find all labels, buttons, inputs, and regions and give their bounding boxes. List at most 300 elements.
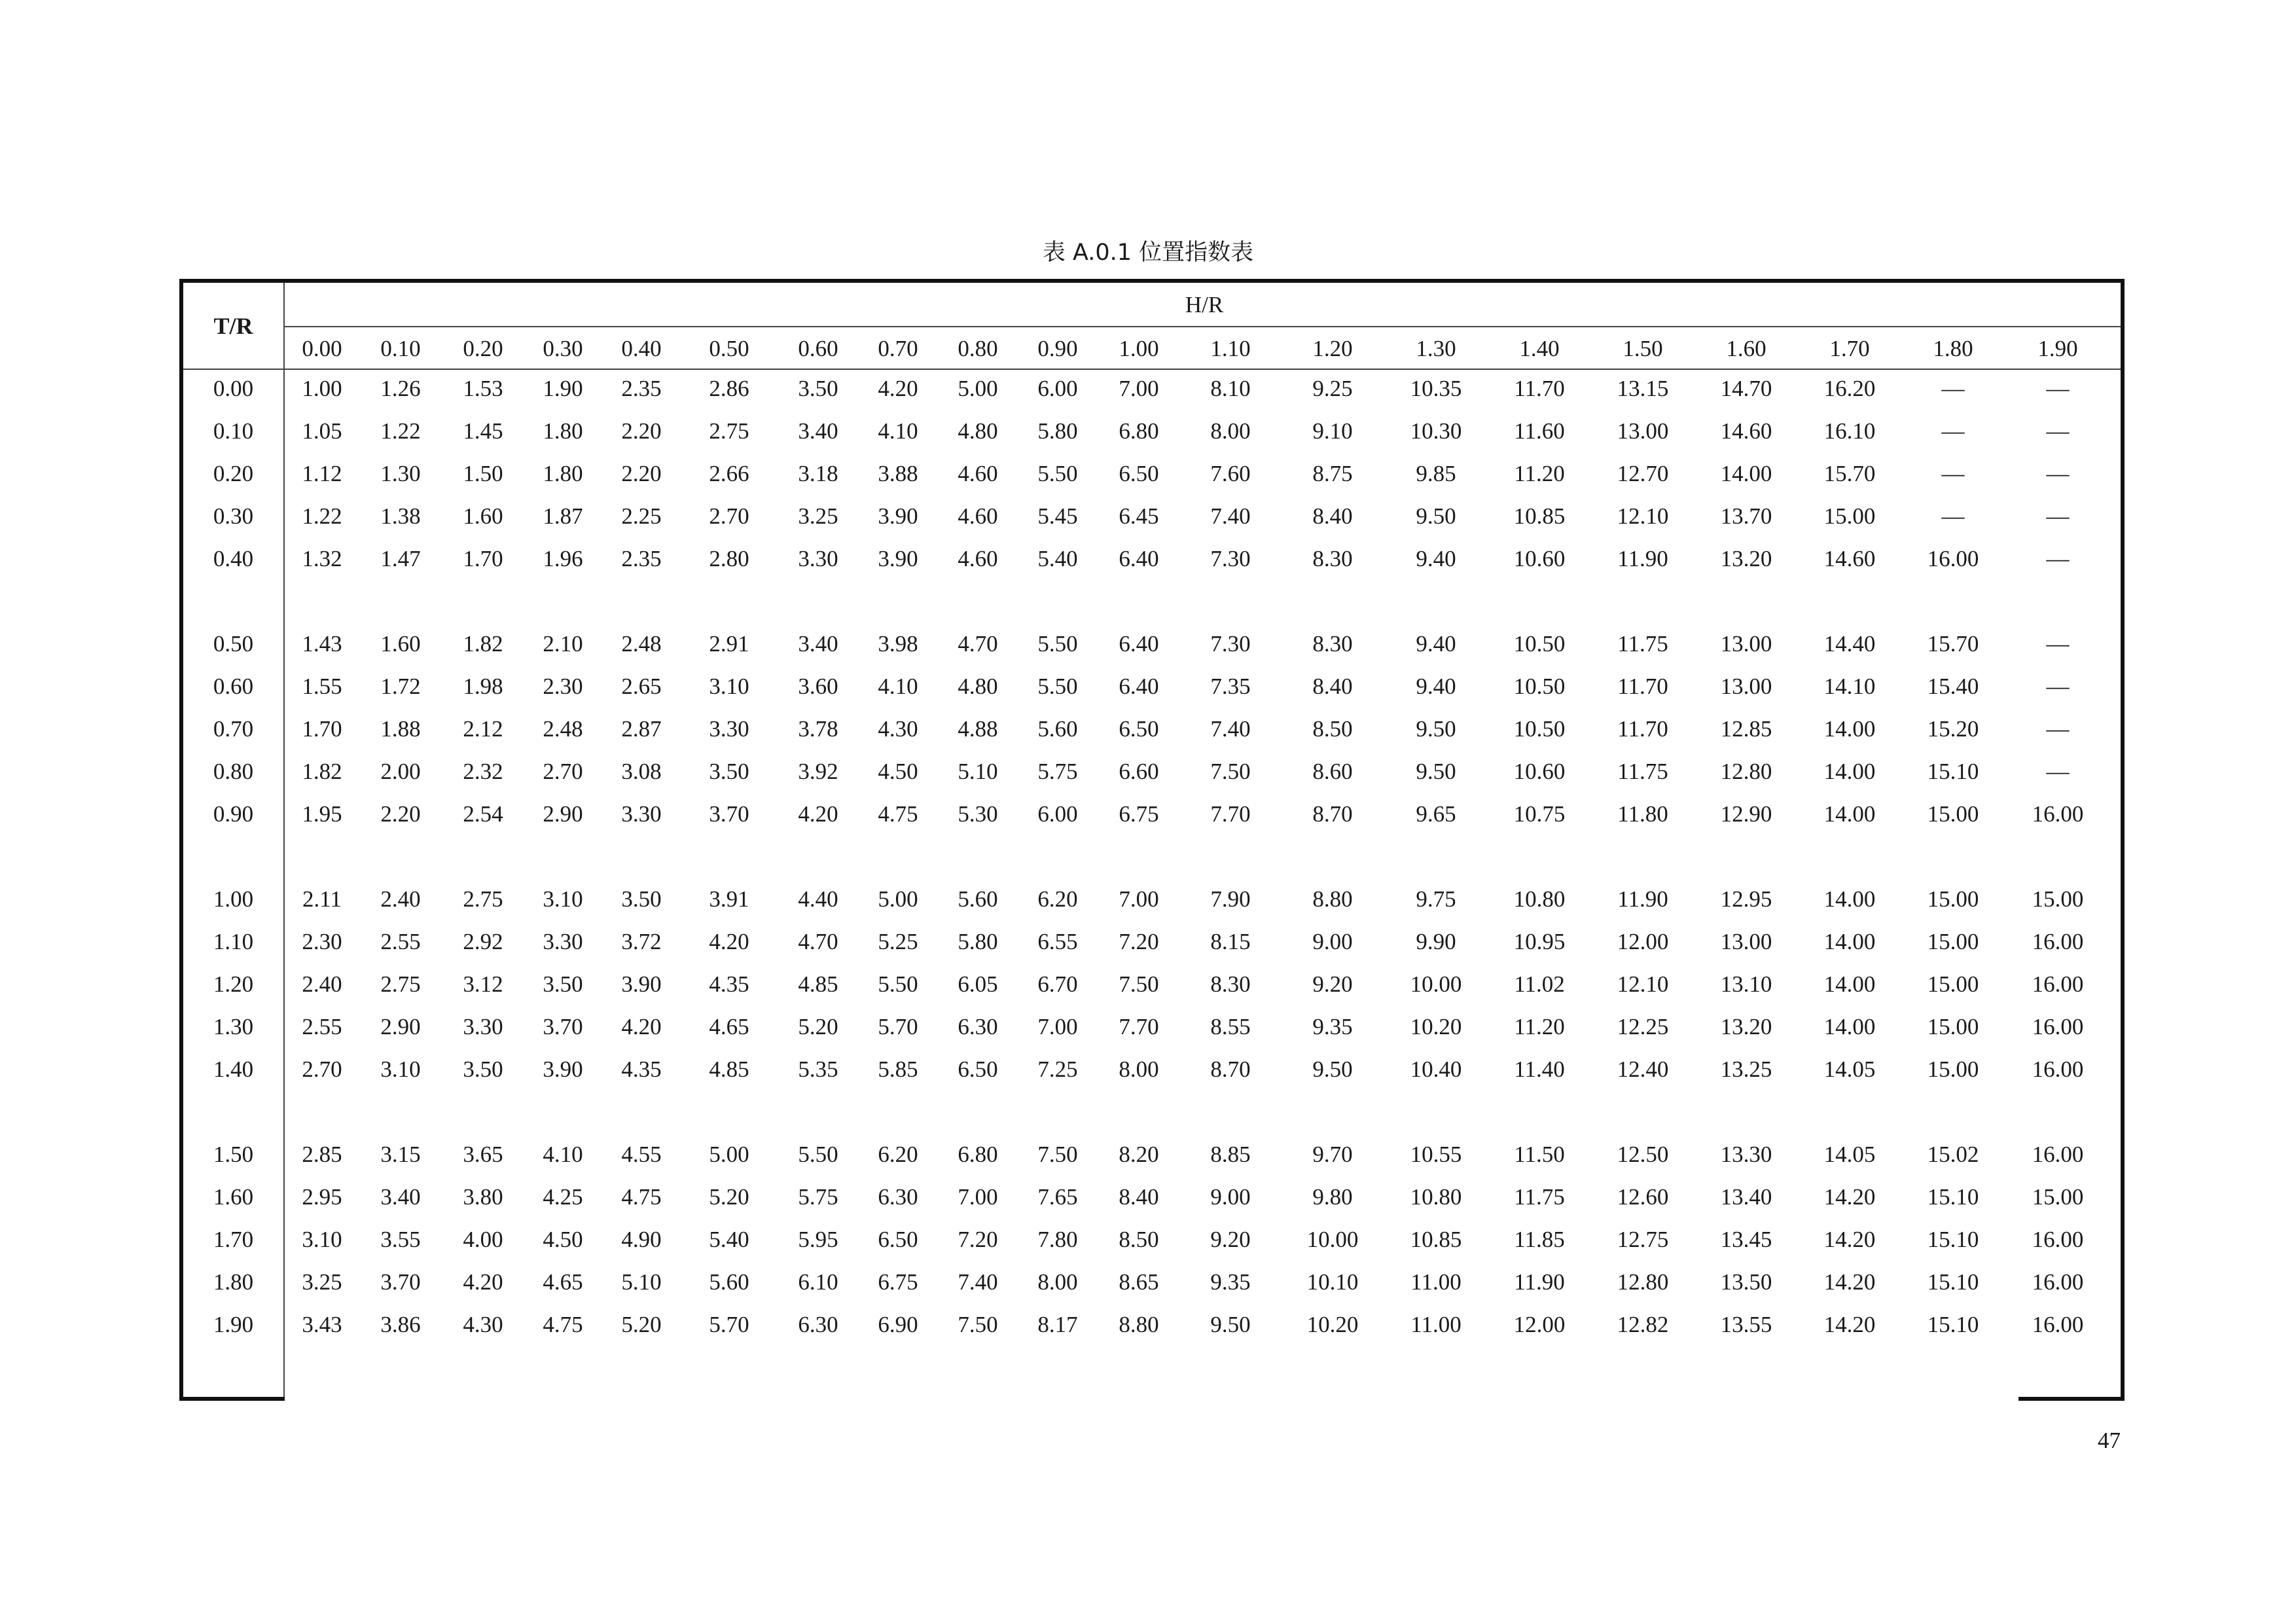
table-cell: 4.40 (798, 886, 838, 912)
column-header-hr: 1.50 (1623, 336, 1663, 361)
row-header-tr: 1.40 (213, 1056, 254, 1082)
table-cell: 8.20 (1119, 1142, 1159, 1167)
table-cell: 6.30 (798, 1312, 838, 1337)
table-cell: 12.75 (1617, 1227, 1669, 1252)
table-cell: 10.30 (1410, 418, 1462, 444)
table-cell: 9.00 (1210, 1184, 1251, 1210)
table-cell: 4.88 (958, 716, 998, 742)
table-cell: 7.30 (1210, 631, 1251, 657)
table-cell: 16.00 (2032, 1014, 2084, 1039)
table-cell: 1.87 (543, 503, 583, 529)
table-cell: 4.60 (958, 503, 998, 529)
table-cell: 9.20 (1210, 1227, 1251, 1252)
table-cell: 6.90 (878, 1312, 918, 1337)
table-cell: — (2046, 418, 2070, 444)
table-cell: 14.20 (1823, 1227, 1876, 1252)
table-cell: 4.00 (463, 1227, 503, 1252)
table-cell: 11.90 (1514, 1269, 1565, 1295)
table-cell: 5.40 (709, 1227, 749, 1252)
table-cell: 13.00 (1720, 674, 1772, 699)
table-cell: 7.00 (958, 1184, 998, 1210)
table-cell: 5.60 (1037, 716, 1078, 742)
row-header-tr: 1.20 (213, 971, 254, 997)
table-cell: 2.40 (380, 886, 421, 912)
table-cell: 15.00 (2032, 886, 2084, 912)
table-cell: 9.65 (1416, 801, 1456, 827)
table-cell: — (1941, 503, 1965, 529)
table-cell: 5.00 (709, 1142, 749, 1167)
table-cell: 3.88 (878, 461, 918, 486)
table-cell: 5.95 (798, 1227, 838, 1252)
table-cell: 15.20 (1927, 716, 1979, 742)
table-cell: 2.12 (463, 716, 503, 742)
row-header-tr: 1.60 (213, 1184, 254, 1210)
table-cell: 7.20 (958, 1227, 998, 1252)
table-cell: 2.70 (543, 759, 583, 784)
table-cell: 5.20 (621, 1312, 662, 1337)
table-cell: 3.86 (380, 1312, 421, 1337)
column-header-rule (183, 369, 2121, 370)
table-cell: 16.00 (2032, 929, 2084, 954)
table-cell: 12.95 (1720, 886, 1772, 912)
table-cell: 7.70 (1119, 1014, 1159, 1039)
row-header-tr: 1.50 (213, 1142, 254, 1167)
table-cell: 1.30 (380, 461, 421, 486)
table-cell: 7.65 (1037, 1184, 1078, 1210)
table-cell: 6.80 (958, 1142, 998, 1167)
table-cell: 9.00 (1312, 929, 1353, 954)
table-cell: 1.98 (463, 674, 503, 699)
table-cell: 3.30 (463, 1014, 503, 1039)
table-cell: 11.75 (1617, 759, 1668, 784)
table-cell: 15.00 (1927, 1014, 1979, 1039)
table-cell: 6.60 (1119, 759, 1159, 784)
table-cell: 4.20 (798, 801, 838, 827)
row-header-tr: 0.20 (213, 461, 254, 486)
table-caption: 表 A.0.1 位置指数表 (1042, 240, 1254, 266)
table-cell: 6.45 (1119, 503, 1159, 529)
table-cell: 2.87 (621, 716, 662, 742)
table-cell: 4.75 (621, 1184, 662, 1210)
table-cell: 10.95 (1513, 929, 1566, 954)
table-cell: 11.75 (1514, 1184, 1565, 1210)
table-cell: 4.90 (621, 1227, 662, 1252)
table-cell: 6.75 (1119, 801, 1159, 827)
table-cell: 7.90 (1210, 886, 1251, 912)
table-cell: 5.35 (798, 1056, 838, 1082)
table-cell: 6.05 (958, 971, 998, 997)
table-cell: 13.20 (1720, 546, 1772, 571)
table-cell: 9.35 (1210, 1269, 1251, 1295)
table-cell: 2.65 (621, 674, 662, 699)
table-cell: 2.80 (709, 546, 749, 571)
table-cell: 7.50 (1210, 759, 1251, 784)
table-cell: 3.90 (878, 503, 918, 529)
table-cell: 4.60 (958, 461, 998, 486)
table-cell: 5.85 (878, 1056, 918, 1082)
table-cell: 5.50 (1037, 461, 1078, 486)
table-cell: 12.80 (1617, 1269, 1669, 1295)
table-cell: 4.80 (958, 674, 998, 699)
table-cell: 16.00 (2032, 1142, 2084, 1167)
table-cell: 4.35 (709, 971, 749, 997)
table-cell: 9.90 (1416, 929, 1456, 954)
table-cell: 11.90 (1617, 546, 1668, 571)
table-cell: 12.90 (1720, 801, 1772, 827)
table-cell: 9.80 (1312, 1184, 1353, 1210)
table-cell: 1.80 (543, 418, 583, 444)
table-cell: 14.20 (1823, 1184, 1876, 1210)
column-header-hr: 0.80 (958, 336, 998, 361)
table-cell: 9.50 (1416, 716, 1456, 742)
table-cell: 1.82 (463, 631, 503, 657)
row-header-divider (283, 283, 285, 1397)
table-cell: 12.70 (1617, 461, 1669, 486)
table-cell: 8.00 (1119, 1056, 1159, 1082)
table-cell: 8.15 (1210, 929, 1251, 954)
table-cell: 15.00 (1927, 801, 1979, 827)
table-cell: 3.50 (798, 376, 838, 401)
table-cell: 16.00 (2032, 1269, 2084, 1295)
table-cell: 14.05 (1823, 1056, 1876, 1082)
column-header-hr: 1.40 (1519, 336, 1560, 361)
table-cell: 4.50 (878, 759, 918, 784)
table-cell: 10.75 (1513, 801, 1566, 827)
column-header-hr: 1.80 (1933, 336, 1973, 361)
table-cell: 4.20 (878, 376, 918, 401)
table-cell: 12.82 (1617, 1312, 1669, 1337)
table-cell: 16.00 (2032, 1312, 2084, 1337)
table-cell: 7.00 (1119, 376, 1159, 401)
table-cell: 15.00 (1927, 929, 1979, 954)
table-cell: 5.10 (621, 1269, 662, 1295)
table-cell: 2.30 (302, 929, 342, 954)
table-cell: 10.35 (1410, 376, 1462, 401)
table-cell: — (1941, 418, 1965, 444)
table-cell: 2.55 (380, 929, 421, 954)
table-cell: 2.90 (380, 1014, 421, 1039)
table-cell: 14.40 (1823, 631, 1876, 657)
table-cell: 10.55 (1410, 1142, 1462, 1167)
table-cell: 7.20 (1119, 929, 1159, 954)
table-cell: 4.75 (543, 1312, 583, 1337)
table-cell: 11.90 (1617, 886, 1668, 912)
table-cell: 10.50 (1513, 674, 1566, 699)
table-cell: 15.00 (1823, 503, 1876, 529)
table-cell: 4.10 (543, 1142, 583, 1167)
table-cell: 8.60 (1312, 759, 1353, 784)
table-cell: 9.50 (1416, 503, 1456, 529)
column-header-hr: 0.60 (798, 336, 838, 361)
table-cell: 13.25 (1720, 1056, 1772, 1082)
table-cell: 2.20 (380, 801, 421, 827)
row-header-tr: 0.10 (213, 418, 254, 444)
column-header-hr: 0.70 (878, 336, 918, 361)
table-cell: 8.40 (1312, 674, 1353, 699)
table-bottom-border-right (2018, 1397, 2125, 1401)
table-cell: 5.70 (878, 1014, 918, 1039)
table-cell: 3.98 (878, 631, 918, 657)
table-cell: 3.78 (798, 716, 838, 742)
table-cell: 14.05 (1823, 1142, 1876, 1167)
table-cell: — (2046, 461, 2070, 486)
table-cell: 4.55 (621, 1142, 662, 1167)
column-header-hr: 1.60 (1726, 336, 1767, 361)
table-cell: 10.20 (1306, 1312, 1359, 1337)
table-cell: 2.30 (543, 674, 583, 699)
table-cell: 3.30 (709, 716, 749, 742)
table-cell: 12.25 (1617, 1014, 1669, 1039)
table-cell: 4.85 (709, 1056, 749, 1082)
table-cell: 5.50 (798, 1142, 838, 1167)
table-cell: 3.25 (302, 1269, 342, 1295)
row-header-tr: 0.00 (213, 376, 254, 401)
table-cell: 9.40 (1416, 546, 1456, 571)
table-cell: 13.10 (1720, 971, 1772, 997)
table-cell: 1.50 (463, 461, 503, 486)
table-cell: 5.80 (958, 929, 998, 954)
table-cell: 3.18 (798, 461, 838, 486)
table-cell: 10.20 (1410, 1014, 1462, 1039)
table-cell: 2.86 (709, 376, 749, 401)
table-cell: 6.20 (878, 1142, 918, 1167)
table-cell: 6.70 (1037, 971, 1078, 997)
table-cell: 6.75 (878, 1269, 918, 1295)
table-cell: 3.50 (709, 759, 749, 784)
row-header-tr: 1.10 (213, 929, 254, 954)
table-cell: 2.75 (380, 971, 421, 997)
table-cell: 3.25 (798, 503, 838, 529)
table-cell: 1.53 (463, 376, 503, 401)
table-cell: — (2046, 546, 2070, 571)
table-cell: 6.50 (878, 1227, 918, 1252)
table-cell: 15.10 (1927, 1269, 1979, 1295)
table-cell: 5.10 (958, 759, 998, 784)
table-cell: 14.70 (1720, 376, 1772, 401)
table-cell: 2.25 (621, 503, 662, 529)
table-cell: 6.20 (1037, 886, 1078, 912)
table-cell: 15.40 (1927, 674, 1979, 699)
table-cell: 3.55 (380, 1227, 421, 1252)
table-cell: 15.10 (1927, 1312, 1979, 1337)
table-cell: 7.35 (1210, 674, 1251, 699)
table-cell: 8.80 (1312, 886, 1353, 912)
table-cell: 1.12 (302, 461, 342, 486)
table-cell: — (2046, 716, 2070, 742)
table-cell: 15.10 (1927, 1184, 1979, 1210)
column-header-hr: 0.40 (621, 336, 662, 361)
table-cell: 12.00 (1617, 929, 1669, 954)
table-cell: 3.60 (798, 674, 838, 699)
table-cell: 9.35 (1312, 1014, 1353, 1039)
table-cell: 4.60 (958, 546, 998, 571)
table-cell: 5.00 (958, 376, 998, 401)
table-bottom-border-left (179, 1397, 285, 1401)
row-header-tr: 0.50 (213, 631, 254, 657)
column-header-hr: 0.20 (463, 336, 503, 361)
table-cell: — (2046, 503, 2070, 529)
table-cell: 5.75 (1037, 759, 1078, 784)
table-cell: 13.00 (1720, 631, 1772, 657)
table-cell: 3.50 (543, 971, 583, 997)
table-cell: 3.90 (543, 1056, 583, 1082)
table-cell: 1.72 (380, 674, 421, 699)
table-cell: 4.20 (621, 1014, 662, 1039)
table-cell: 11.60 (1514, 418, 1565, 444)
table-cell: 4.20 (463, 1269, 503, 1295)
table-cell: 8.17 (1037, 1312, 1078, 1337)
table-cell: 1.47 (380, 546, 421, 571)
table-cell: — (1941, 376, 1965, 401)
column-group-label: H/R (1185, 292, 1224, 317)
table-cell: — (1941, 461, 1965, 486)
table-cell: 12.80 (1720, 759, 1772, 784)
table-cell: 15.00 (2032, 1184, 2084, 1210)
table-cell: 2.32 (463, 759, 503, 784)
table-cell: 12.60 (1617, 1184, 1669, 1210)
table-cell: 5.25 (878, 929, 918, 954)
table-cell: 12.10 (1617, 503, 1669, 529)
table-cell: 3.30 (621, 801, 662, 827)
table-cell: 8.65 (1119, 1269, 1159, 1295)
table-cell: 12.00 (1513, 1312, 1566, 1337)
table-cell: 11.70 (1617, 716, 1668, 742)
table-cell: 16.00 (2032, 971, 2084, 997)
table-cell: 11.40 (1514, 1056, 1565, 1082)
table-cell: 6.50 (1119, 461, 1159, 486)
table-cell: 5.50 (1037, 631, 1078, 657)
table-cell: 14.10 (1823, 674, 1876, 699)
table-cell: 1.70 (463, 546, 503, 571)
group-header-rule (285, 326, 2121, 327)
table-cell: 8.40 (1119, 1184, 1159, 1210)
table-cell: 11.20 (1514, 461, 1565, 486)
table-cell: 13.50 (1720, 1269, 1772, 1295)
table-cell: 6.50 (1119, 716, 1159, 742)
table-cell: 2.66 (709, 461, 749, 486)
table-cell: 7.50 (958, 1312, 998, 1337)
row-header-tr: 0.80 (213, 759, 254, 784)
table-cell: 11.00 (1410, 1269, 1462, 1295)
table-cell: 5.50 (878, 971, 918, 997)
page-number: 47 (2098, 1428, 2121, 1453)
table-cell: 10.85 (1513, 503, 1566, 529)
table-cell: 12.40 (1617, 1056, 1669, 1082)
table-cell: 1.32 (302, 546, 342, 571)
table-cell: 11.75 (1617, 631, 1668, 657)
table-cell: 10.60 (1513, 759, 1566, 784)
table-cell: 5.60 (709, 1269, 749, 1295)
table-cell: 7.00 (1037, 1014, 1078, 1039)
table-cell: 10.50 (1513, 716, 1566, 742)
table-cell: 12.85 (1720, 716, 1772, 742)
column-header-hr: 1.90 (2037, 336, 2078, 361)
table-cell: 16.20 (1823, 376, 1876, 401)
table-cell: 5.70 (709, 1312, 749, 1337)
table-cell: 2.20 (621, 418, 662, 444)
table-cell: 15.10 (1927, 1227, 1979, 1252)
table-cell: 5.20 (709, 1184, 749, 1210)
table-cell: 9.50 (1210, 1312, 1251, 1337)
table-cell: 4.10 (878, 674, 918, 699)
table-cell: — (2046, 674, 2070, 699)
table-cell: 9.50 (1416, 759, 1456, 784)
table-cell: 4.65 (709, 1014, 749, 1039)
column-header-hr: 1.20 (1312, 336, 1353, 361)
table-cell: 16.10 (1823, 418, 1876, 444)
table-cell: 8.75 (1312, 461, 1353, 486)
table-cell: 1.45 (463, 418, 503, 444)
row-header-tr: 0.70 (213, 716, 254, 742)
table-cell: 1.96 (543, 546, 583, 571)
table-cell: 7.50 (1119, 971, 1159, 997)
table-cell: 14.00 (1823, 716, 1876, 742)
table-cell: 2.70 (302, 1056, 342, 1082)
table-cell: 10.00 (1410, 971, 1462, 997)
table-cell: 2.75 (463, 886, 503, 912)
table-cell: 15.02 (1927, 1142, 1979, 1167)
table-cell: 4.70 (958, 631, 998, 657)
table-cell: 7.30 (1210, 546, 1251, 571)
table-cell: 2.35 (621, 376, 662, 401)
table-cell: 5.80 (1037, 418, 1078, 444)
table-cell: 6.80 (1119, 418, 1159, 444)
table-cell: 3.70 (709, 801, 749, 827)
table-cell: 16.00 (2032, 1227, 2084, 1252)
table-cell: 10.10 (1306, 1269, 1359, 1295)
column-header-hr: 0.50 (709, 336, 749, 361)
table-cell: 13.00 (1617, 418, 1669, 444)
table-cell: 1.05 (302, 418, 342, 444)
table-cell: 15.70 (1927, 631, 1979, 657)
table-cell: 8.70 (1312, 801, 1353, 827)
table-cell: 6.40 (1119, 546, 1159, 571)
table-cell: 14.20 (1823, 1312, 1876, 1337)
column-header-hr: 0.00 (302, 336, 342, 361)
table-cell: 9.50 (1312, 1056, 1353, 1082)
table-cell: 8.30 (1210, 971, 1251, 997)
table-cell: 2.54 (463, 801, 503, 827)
table-cell: 9.40 (1416, 674, 1456, 699)
table-cell: 1.00 (302, 376, 342, 401)
table-cell: 2.90 (543, 801, 583, 827)
table-cell: 3.30 (543, 929, 583, 954)
table-cell: 2.11 (302, 886, 342, 912)
table-cell: 13.00 (1720, 929, 1772, 954)
table-cell: 2.48 (543, 716, 583, 742)
table-cell: 5.75 (798, 1184, 838, 1210)
table-cell: 2.91 (709, 631, 749, 657)
row-header-tr: 0.30 (213, 503, 254, 529)
column-header-hr: 1.00 (1119, 336, 1159, 361)
table-cell: 14.00 (1823, 971, 1876, 997)
table-cell: 3.30 (798, 546, 838, 571)
table-cell: 8.80 (1119, 1312, 1159, 1337)
table-cell: 8.50 (1312, 716, 1353, 742)
table-cell: 9.75 (1416, 886, 1456, 912)
table-cell: 3.65 (463, 1142, 503, 1167)
table-cell: 15.70 (1823, 461, 1876, 486)
table-cell: 14.60 (1823, 546, 1876, 571)
table-cell: 5.45 (1037, 503, 1078, 529)
table-cell: 1.90 (543, 376, 583, 401)
table-cell: 2.75 (709, 418, 749, 444)
table-cell: 4.25 (543, 1184, 583, 1210)
row-header-tr: 1.70 (213, 1227, 254, 1252)
table-cell: 2.20 (621, 461, 662, 486)
table-cell: 1.60 (380, 631, 421, 657)
table-cell: 7.40 (1210, 503, 1251, 529)
